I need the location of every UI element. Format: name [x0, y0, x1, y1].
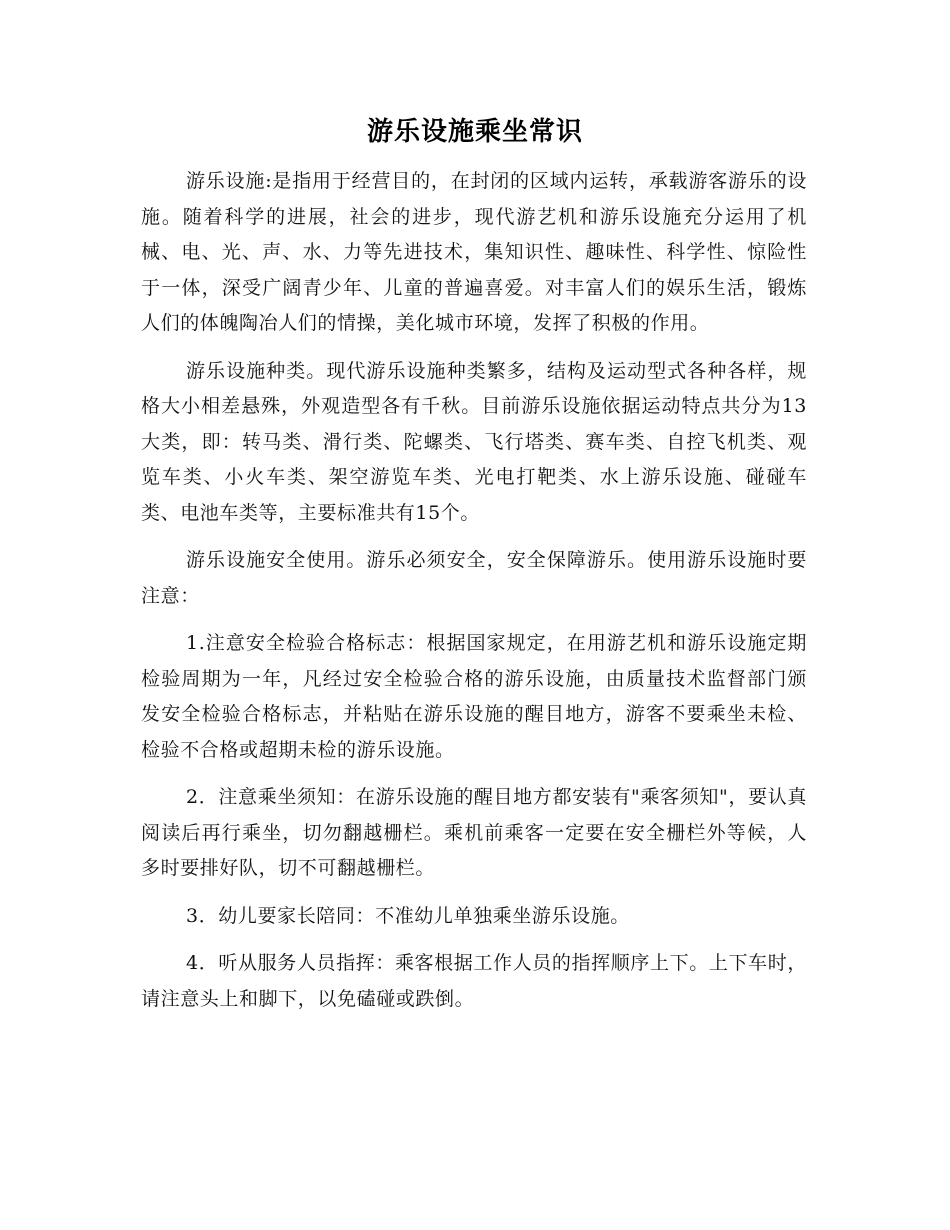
paragraph-item-4: 4．听从服务人员指挥：乘客根据工作人员的指挥顺序上下。上下车时，请注意头上和脚下，以免磕碰或跌倒。 — [141, 952, 807, 1010]
paragraph-safe-use: 游乐设施安全使用。游乐必须安全，安全保障游乐。使用游乐设施时要注意： — [141, 549, 807, 607]
paragraph-definition: 游乐设施:是指用于经营目的，在封闭的区域内运转，承载游客游乐的设施。随着科学的进展，社会的进步，现代游艺机和游乐设施充分运用了机械、电、光、声、水、力等先进技术，集知识性、趣味性、科学性、惊险性于一体，深受广阔青少年、儿童的普遍喜爱。对丰富人们的娱乐生活，锻炼人们的体魄陶冶人们的情操，美化城市环境，发挥了积极的作用。 — [141, 170, 807, 334]
paragraph-item-2: 2．注意乘坐须知：在游乐设施的醒目地方都安装有"乘客须知"，要认真阅读后再行乘坐，切勿翻越栅栏。乘机前乘客一定要在安全栅栏外等候，人多时要排好队，切不可翻越栅栏。 — [141, 786, 807, 879]
paragraph-types: 游乐设施种类。现代游乐设施种类繁多，结构及运动型式各种各样，规格大小相差悬殊，外观造型各有千秋。目前游乐设施依据运动特点共分为13大类，即：转马类、滑行类、陀螺类、飞行塔类、赛车类、自控飞机类、观览车类、小火车类、架空游览车类、光电打靶类、水上游乐设施、碰碰车类、电池车类等，主要标准共有15个。 — [141, 359, 807, 524]
document-body — [141, 164, 807, 1029]
paragraph-item-3: 3．幼儿要家长陪同：不准幼儿单独乘坐游乐设施。 — [186, 904, 630, 927]
paragraph-item-1: 1.注意安全检验合格标志：根据国家规定，在用游艺机和游乐设施定期检验周期为一年，凡经过安全检验合格的游乐设施，由质量技术监督部门颁发安全检验合格标志，并粘贴在游乐设施的醒目地方，游客不要乘坐未检、检验不合格或超期未检的游乐设施。 — [141, 632, 807, 761]
document-title: 游乐设施乘坐常识 — [366, 117, 583, 147]
